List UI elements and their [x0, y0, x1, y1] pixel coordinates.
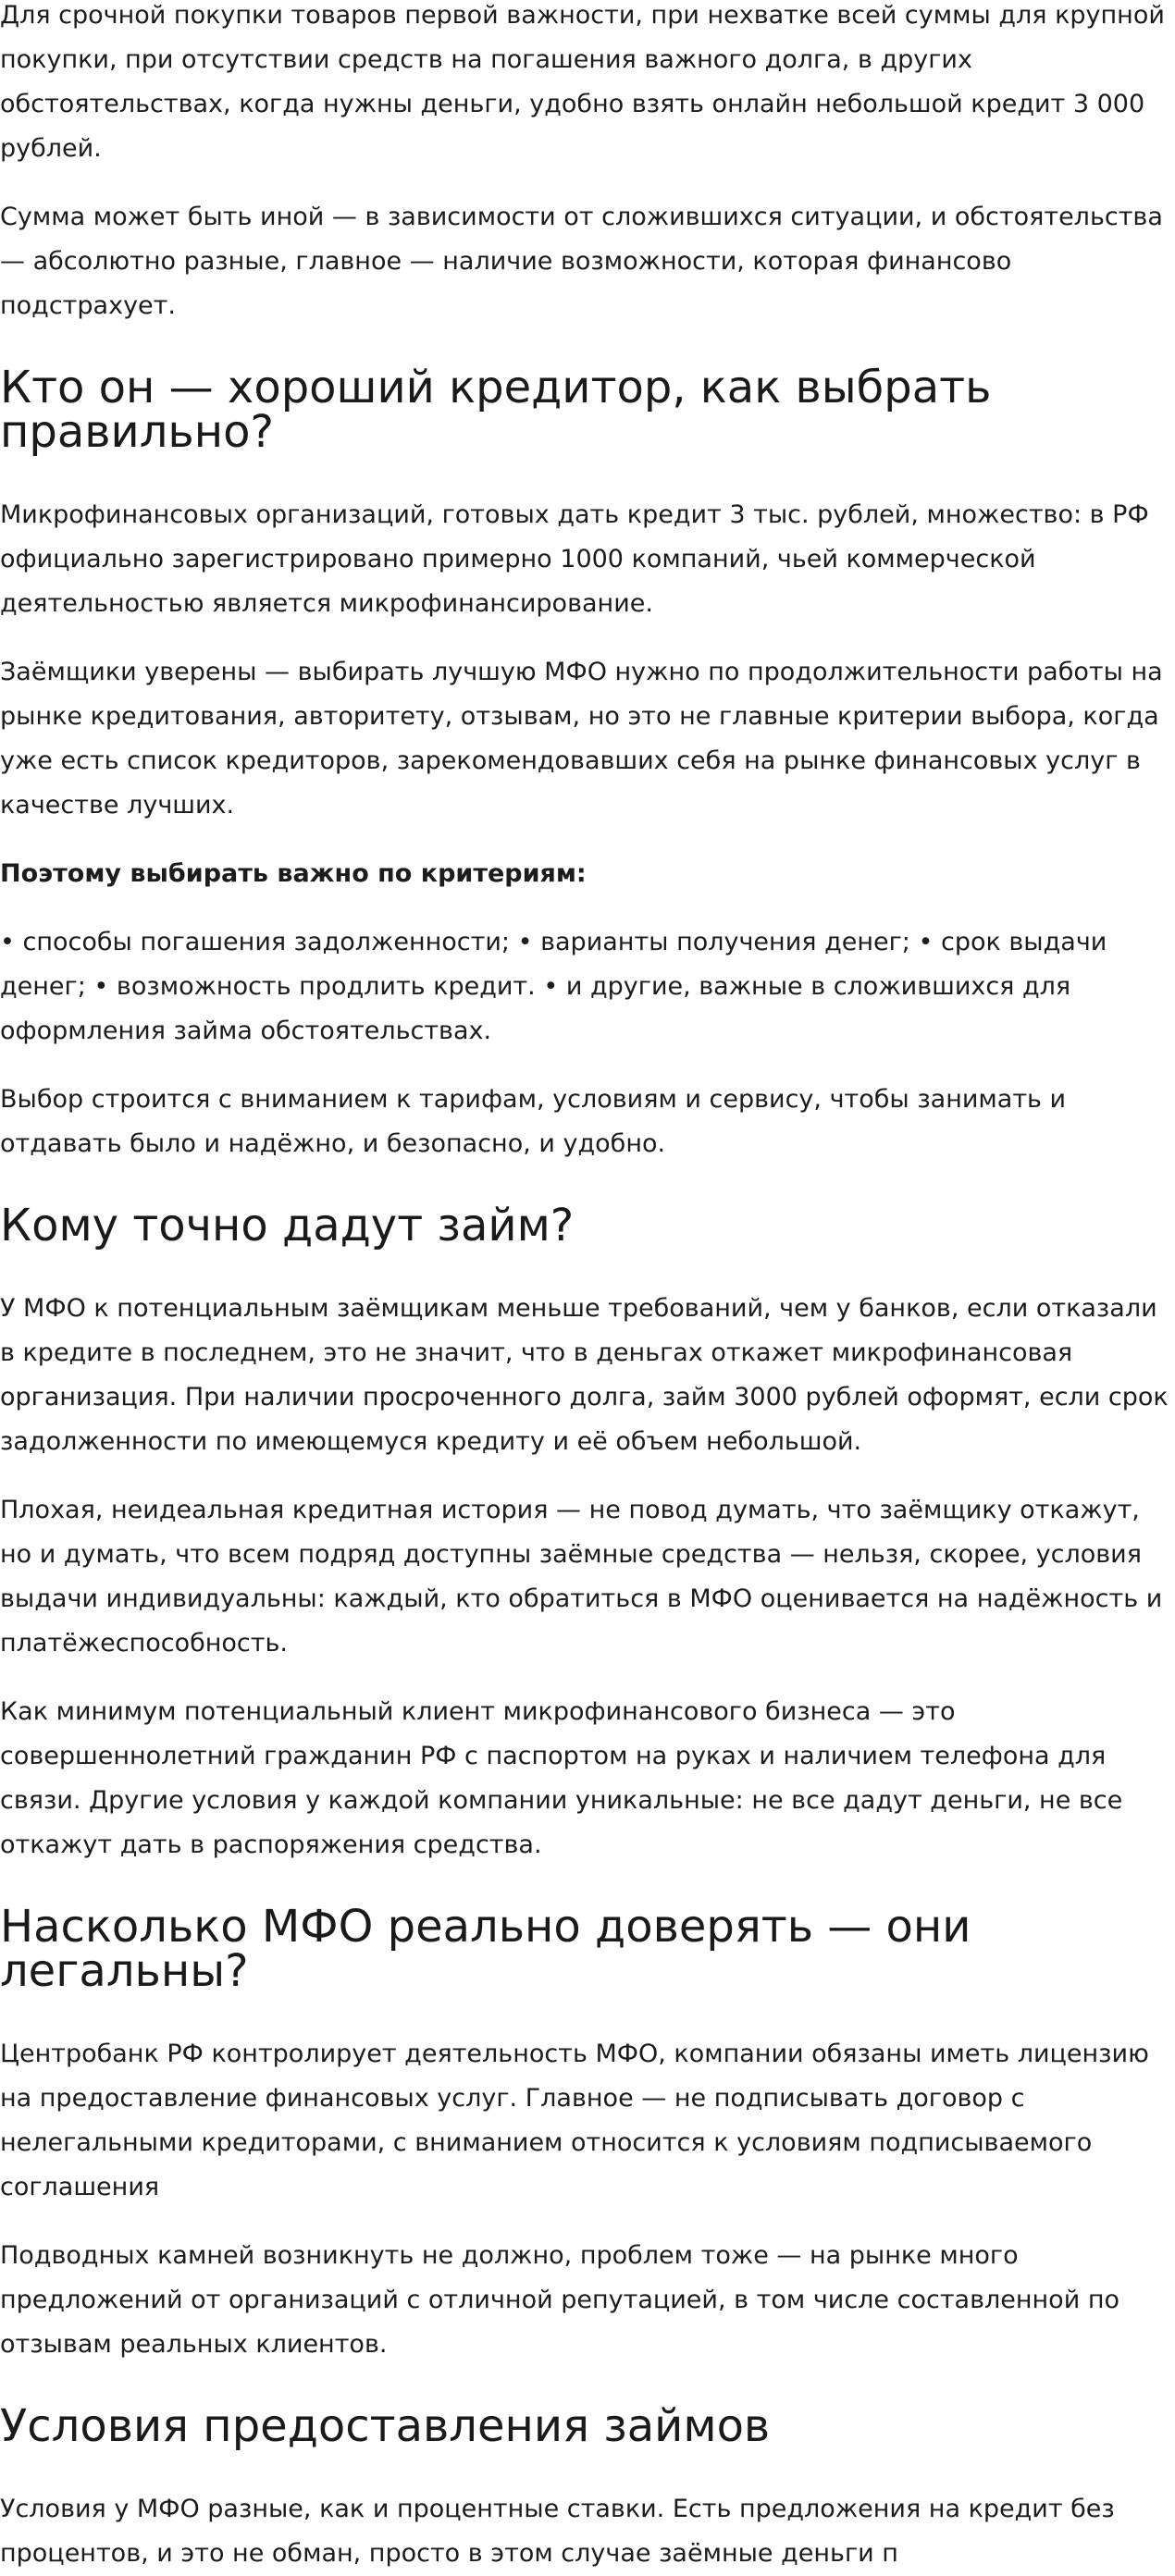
- body-paragraph: Плохая, неидеальная кредитная история — не повод думать, что заёмщику откажут, но и думать, что всем подряд доступны заёмные средства — нельзя, скорее, условия выдачи индивидуальны: каждый, кто обратиться в МФО оценивается на надёжность и платёжеспособность.: [0, 1496, 1163, 1658]
- body-paragraph: Условия у МФО разные, как и процентные ставки. Есть предложения на кредит без процентов, и это не обман, просто в этом случае заёмные деньги п: [0, 2495, 1115, 2568]
- body-paragraph: Выбор строится с вниманием к тарифам, условиям и сервису, чтобы занимать и отдавать было и надёжно, и безопасно, и удобно.: [0, 1085, 1067, 1158]
- body-paragraph: Микрофинансовых организаций, готовых дать кредит 3 тыс. рублей, множество: в РФ официально зарегистрировано примерно 1000 компаний, чьей коммерческой деятельностью является микрофинансирование.: [0, 500, 1149, 618]
- body-paragraph: Как минимум потенциальный клиент микрофинансового бизнеса — это совершеннолетний гражданин РФ с паспортом на руках и наличием телефона для связи. Другие условия у каждой компании уникальные: не все дадут деньги, не все откажут дать в распоряжения средства.: [0, 1697, 1123, 1859]
- intro-paragraph: Сумма может быть иной — в зависимости от сложившихся ситуации, и обстоятельства — абсолютно разные, главное — наличие возможности, которая финансово подстрахует.: [0, 203, 1163, 320]
- body-paragraph: Центробанк РФ контролирует деятельность МФО, компании обязаны иметь лицензию на предоставление финансовых услуг. Главное — не подписывать договор с нелегальными кредиторами, с вниманием относится к условиям подписываемого соглашения: [0, 2040, 1149, 2201]
- section-heading-choose-lender: Кто он — хороший кредитор, как выбрать правильно?: [0, 362, 992, 458]
- body-paragraph: Заёмщики уверены — выбирать лучшую МФО нужно по продолжительности работы на рынке кредитования, авторитету, отзывам, но это не главные критерии выбора, когда уже есть список кредиторов, зарекомендовавших себя на рынке финансовых услуг в качестве лучших.: [0, 658, 1163, 820]
- body-paragraph: Подводных камней возникнуть не должно, проблем тоже — на рынке много предложений от организаций с отличной репутацией, в том числе составленной по отзывам реальных клиентов.: [0, 2241, 1120, 2359]
- section-heading-mfo-legality: Насколько МФО реально доверять — они легальны?: [0, 1901, 971, 1997]
- section-heading-loan-conditions: Условия предоставления займов: [0, 2400, 771, 2452]
- intro-paragraph: Для срочной покупки товаров первой важности, при нехватке всей суммы для крупной покупки, при отсутствии средств на погашения важного долга, в других обстоятельствах, когда нужны деньги, удобно взять онлайн небольшой кредит 3 000 рублей.: [0, 1, 1165, 163]
- body-paragraph: У МФО к потенциальным заёмщикам меньше требований, чем у банков, если отказали в кредите в последнем, это не значит, что в деньгах откажет микрофинансовая организация. При наличии просроченного долга, займ 3000 рублей оформят, если срок задолженности по имеющемуся кредиту и её объем небольшой.: [0, 1294, 1169, 1456]
- section-heading-who-gets-loan: Кому точно дадут займ?: [0, 1200, 575, 1251]
- criteria-title: Поэтому выбирать важно по критериям:: [0, 859, 587, 888]
- criteria-list: • способы погашения задолженности; • варианты получения денег; • срок выдачи денег; • возможность продлить кредит. • и другие, важные в сложившихся для оформления займа обстоятельствах.: [0, 928, 1107, 1045]
